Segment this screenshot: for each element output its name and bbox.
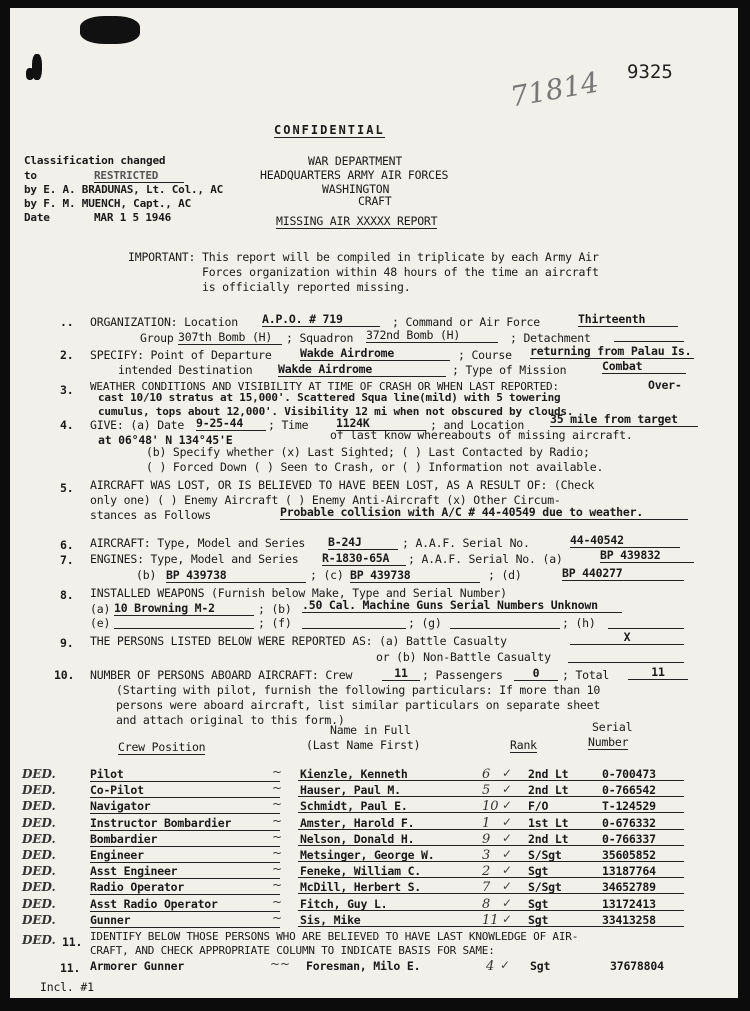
org-squadron-value: 372nd Bomb (H) xyxy=(366,328,498,343)
crew-rank: Sgt xyxy=(528,864,549,879)
check-icon: ✓ xyxy=(502,863,513,878)
sighted-options: (b) Specify whether (x) Last Sighted; ( ) Last Contacted by Radio; xyxy=(146,445,590,459)
crew-position: Co-Pilot xyxy=(90,783,280,798)
header-city: WASHINGTON xyxy=(322,182,390,196)
last-row-squiggle: ~~ xyxy=(270,957,291,971)
ded-mark: DED. xyxy=(22,799,56,814)
engine-d-value: BP 440277 xyxy=(562,566,684,581)
weapon-h-label: ; (h) xyxy=(562,616,596,630)
crew-position: Radio Operator xyxy=(90,880,280,895)
org-location-label: ORGANIZATION: Location xyxy=(90,315,238,329)
header-name-in-full: Name in Full xyxy=(330,723,411,737)
corner-number: 9325 xyxy=(627,61,673,83)
crew-name: Schmidt, Paul E. xyxy=(300,799,408,814)
section-6-num: 6. xyxy=(60,538,74,552)
header-last-name-first: (Last Name First) xyxy=(306,738,421,752)
important-line-3: is officially reported missing. xyxy=(202,280,411,294)
crew-serial: 0-766337 xyxy=(602,831,656,846)
crew-rank: F/O xyxy=(528,799,549,814)
initials-squiggle: ~ xyxy=(272,862,283,877)
crew-position: Navigator xyxy=(90,799,280,814)
classification-changed: Classification changed xyxy=(24,154,166,167)
total-label: ; Total xyxy=(562,668,610,682)
aircraft-serial-label: ; A.A.F. Serial No. xyxy=(402,536,530,550)
classification-to-value: RESTRICTED xyxy=(94,169,184,183)
crew-label: NUMBER OF PERSONS ABOARD AIRCRAFT: Crew xyxy=(90,668,353,682)
crew-rank: 1st Lt xyxy=(528,815,569,830)
crew-serial: 33413258 xyxy=(602,912,656,927)
lost-line-3: stances as Follows xyxy=(90,508,212,522)
section-8-num: 8. xyxy=(60,588,74,602)
initials-squiggle: ~ xyxy=(272,781,283,796)
battle-casualty-mark: X xyxy=(570,630,684,645)
crew-position: Pilot xyxy=(90,767,280,782)
header-number: Number xyxy=(588,735,629,749)
crew-name: Kienzle, Kenneth xyxy=(300,767,408,781)
crew-serial: 0-676332 xyxy=(602,815,656,830)
check-icon: ✓ xyxy=(502,798,513,813)
ded-mark: DED. xyxy=(22,880,56,895)
header-serial: Serial xyxy=(592,720,633,734)
section-5-num: 5. xyxy=(60,481,74,495)
crew-serial: 13172413 xyxy=(602,896,656,911)
header-craft: CRAFT xyxy=(358,194,392,208)
coordinates-value: at 06°48' N 134°45'E xyxy=(98,433,233,447)
crew-serial: 0-700473 xyxy=(602,767,656,781)
check-icon: ✓ xyxy=(502,911,513,926)
org-command-label: ; Command or Air Force xyxy=(392,315,540,329)
crew-value: 11 xyxy=(382,666,420,681)
crew-hnum: 2 xyxy=(482,864,491,880)
section-3-num: 3. xyxy=(60,383,74,397)
ded-mark: DED. xyxy=(22,783,56,798)
crew-position: Bombardier xyxy=(90,832,280,847)
ded-mark: DED. xyxy=(22,815,56,830)
destination-label: intended Destination xyxy=(118,363,253,377)
crew-serial: 13187764 xyxy=(602,864,656,879)
initials-squiggle: ~ xyxy=(272,765,283,779)
total-value: 11 xyxy=(628,665,688,680)
check-icon: ✓ xyxy=(502,782,513,797)
initials-squiggle: ~ xyxy=(272,829,283,844)
important-label: IMPORTANT: xyxy=(128,250,196,264)
aircraft-type-value: B-24J xyxy=(328,535,398,550)
instructions-line-1: (Starting with pilot, furnish the following particulars: If more than 10 xyxy=(116,683,601,697)
confidential-stamp: CONFIDENTIAL xyxy=(274,123,385,137)
lost-line-2: only one) ( ) Enemy Aircraft ( ) Enemy Anti-Aircraft (x) Other Circum- xyxy=(90,493,561,507)
section-7-num: 7. xyxy=(60,553,74,567)
scan-blot xyxy=(26,68,34,80)
last-row-hnum: 4 xyxy=(486,959,495,974)
ded-mark: DED. xyxy=(22,831,56,846)
crew-serial: T-124529 xyxy=(602,799,656,814)
section-11-num: 11. xyxy=(62,935,83,949)
classification-date-label: Date xyxy=(24,211,50,224)
crew-name: Feneke, William C. xyxy=(300,864,422,879)
important-line-1: This report will be compiled in triplicate by each Army Air xyxy=(202,250,599,264)
identify-line-1: IDENTIFY BELOW THOSE PERSONS WHO ARE BELIEVED TO HAVE LAST KNOWLEDGE OF AIR- xyxy=(90,930,579,943)
initials-squiggle: ~ xyxy=(272,878,283,893)
crew-position: Asst Engineer xyxy=(90,864,280,879)
section-10-num: 10. xyxy=(54,668,75,682)
lost-line-1: AIRCRAFT WAS LOST, OR IS BELIEVED TO HAVE BEEN LOST, AS A RESULT OF: (Check xyxy=(90,478,595,492)
last-row-rank: Sgt xyxy=(530,959,551,973)
weapon-a-value: 10 Browning M-2 xyxy=(114,601,254,616)
engine-d-label: ; (d) xyxy=(488,568,522,582)
last-row-name: Foresman, Milo E. xyxy=(306,959,421,973)
crew-position: Gunner xyxy=(90,913,280,928)
initials-squiggle: ~ xyxy=(272,846,283,860)
engine-c-value: BP 439738 xyxy=(350,568,480,583)
aircraft-serial-value: 44-40542 xyxy=(570,533,680,548)
crew-serial: 35605852 xyxy=(602,848,656,862)
section-1-num: .. xyxy=(60,315,74,329)
classification-by-2: by F. M. MUENCH, Capt., AC xyxy=(24,197,191,210)
engines-serial-label: ; A.A.F. Serial No. (a) xyxy=(408,552,563,566)
scan-blot xyxy=(80,16,140,44)
engine-b-value: BP 439738 xyxy=(166,568,306,583)
weapon-b-label: ; (b) xyxy=(258,602,292,616)
aircraft-type-label: AIRCRAFT: Type, Model and Series xyxy=(90,536,306,550)
org-group-value: 307th Bomb (H) xyxy=(178,330,282,345)
weapon-g-label: ; (g) xyxy=(408,616,442,630)
check-icon: ✓ xyxy=(502,879,513,894)
classification-to-label: to xyxy=(24,169,37,182)
passengers-value: 0 xyxy=(514,666,558,681)
section-2-num: 2. xyxy=(60,348,74,362)
org-squadron-label: ; Squadron xyxy=(286,331,354,345)
crew-hnum: 10 xyxy=(482,799,499,815)
engine-a-value: BP 439832 xyxy=(600,548,694,563)
org-command-value: Thirteenth xyxy=(578,312,678,327)
ded-mark: DED. xyxy=(22,848,56,862)
engine-b-label: (b) xyxy=(136,568,157,582)
crew-name: Nelson, Donald H. xyxy=(300,831,415,846)
weapon-b-value: .50 Cal. Machine Guns Serial Numbers Unknown xyxy=(302,598,622,613)
last-row-num: 11. xyxy=(60,961,81,975)
weather-value-1: Over- xyxy=(648,378,682,392)
s11-ded-mark: DED. xyxy=(22,933,56,947)
crew-name: McDill, Herbert S. xyxy=(300,880,422,895)
check-icon: ✓ xyxy=(502,830,513,845)
whereabouts-label: of last know whereabouts of missing aircraft. xyxy=(330,428,633,442)
weather-label: WEATHER CONDITIONS AND VISIBILITY AT TIME OF CRASH OR WHEN LAST REPORTED: xyxy=(90,380,559,393)
crew-name: Hauser, Paul M. xyxy=(300,783,401,798)
handwritten-ref: 71814 xyxy=(507,65,602,114)
engines-type-label: ENGINES: Type, Model and Series xyxy=(90,552,299,566)
section-4-num: 4. xyxy=(60,418,74,432)
engine-c-label: ; (c) xyxy=(310,568,344,582)
ded-mark: DED. xyxy=(22,896,56,911)
date-value: 9-25-44 xyxy=(196,416,266,431)
header-rank: Rank xyxy=(510,738,537,752)
time-label: ; Time xyxy=(268,418,309,432)
weather-value-2: cast 10/10 stratus at 15,000'. Scattered Squa line(mild) with 5 towering xyxy=(98,391,561,404)
lost-circumstances: Probable collision with A/C # 44-40549 due to weather. xyxy=(280,505,688,520)
crew-hnum: 11 xyxy=(482,912,499,928)
crew-hnum: 7 xyxy=(482,880,491,896)
instructions-line-3: and attach original to this form.) xyxy=(116,713,345,727)
identify-line-2: CRAFT, AND CHECK APPROPRIATE COLUMN TO INDICATE BASIS FOR SAME: xyxy=(90,944,495,957)
check-icon: ✓ xyxy=(502,814,513,829)
initials-squiggle: ~ xyxy=(272,910,283,925)
mission-label: ; Type of Mission xyxy=(452,363,567,377)
weapon-f-label: ; (f) xyxy=(258,616,292,630)
departure-value: Wakde Airdrome xyxy=(300,346,450,361)
course-label: ; Course xyxy=(458,348,512,362)
crew-hnum: 8 xyxy=(482,896,491,912)
crew-name: Metsinger, George W. xyxy=(300,848,435,862)
crew-rank: 2nd Lt xyxy=(528,783,569,798)
crew-hnum: 1 xyxy=(482,815,491,831)
important-line-2: Forces organization within 48 hours of the time an aircraft xyxy=(202,265,599,279)
location-value: 35 mile from target xyxy=(550,412,698,427)
crew-name: Sis, Mike xyxy=(300,912,361,927)
crew-hnum: 5 xyxy=(482,783,491,799)
crew-hnum: 9 xyxy=(482,831,491,847)
crew-rank: 2nd Lt xyxy=(528,831,569,846)
engines-type-value: R-1830-65A xyxy=(322,551,406,566)
crew-rank: S/Sgt xyxy=(528,848,562,862)
crew-serial: 0-766542 xyxy=(602,783,656,798)
org-location-value: A.P.O. # 719 xyxy=(262,312,380,327)
instructions-line-2: persons were aboard aircraft, list similar particulars on separate sheet xyxy=(116,698,601,712)
non-battle-label: or (b) Non-Battle Casualty xyxy=(376,650,551,664)
crew-position: Instructor Bombardier xyxy=(90,816,280,831)
classification-date-value: MAR 1 5 1946 xyxy=(94,211,172,224)
ded-mark: DED. xyxy=(22,864,56,879)
forced-down-options: ( ) Forced Down ( ) Seen to Crash, or ( ) Information not available. xyxy=(146,460,604,474)
header-crew-position: Crew Position xyxy=(118,740,206,754)
last-row-check-icon: ✓ xyxy=(500,958,511,972)
crew-hnum: 3 xyxy=(482,848,491,863)
crew-name: Fitch, Guy L. xyxy=(300,896,388,911)
last-row-position: Armorer Gunner xyxy=(90,959,185,973)
crew-position: Engineer xyxy=(90,848,280,863)
crew-serial: 34652789 xyxy=(602,880,656,895)
header-hq: HEADQUARTERS ARMY AIR FORCES xyxy=(260,168,449,182)
check-icon: ✓ xyxy=(502,847,513,861)
crew-position: Asst Radio Operator xyxy=(90,897,280,912)
initials-squiggle: ~ xyxy=(272,797,283,812)
document-page xyxy=(10,8,738,998)
time-value: 1124K xyxy=(336,416,426,431)
weapon-a-label: (a) xyxy=(90,602,111,616)
date-label: GIVE: (a) Date xyxy=(90,418,185,432)
section-9-num: 9. xyxy=(60,636,74,650)
casualty-label: THE PERSONS LISTED BELOW WERE REPORTED AS: (a) Battle Casualty xyxy=(90,634,507,648)
org-group-label: Group xyxy=(140,331,174,345)
weather-value-3: cumulus, tops about 12,000'. Visibility 12 mi when not obscured by clouds. xyxy=(98,405,574,418)
crew-hnum: 6 xyxy=(482,767,491,782)
weapon-e-label: (e) xyxy=(90,616,111,630)
ded-mark: DED. xyxy=(22,912,56,927)
location-label: ; and Location xyxy=(430,418,525,432)
header-dept: WAR DEPARTMENT xyxy=(308,154,403,168)
ded-mark: DED. xyxy=(22,767,56,781)
classification-by-1: by E. A. BRADUNAS, Lt. Col., AC xyxy=(24,183,224,196)
org-detachment-label: ; Detachment xyxy=(510,331,591,345)
course-value: returning from Palau Is. xyxy=(530,344,694,359)
crew-rank: S/Sgt xyxy=(528,880,562,895)
mission-value: Combat xyxy=(602,359,686,374)
departure-label: SPECIFY: Point of Departure xyxy=(90,348,272,362)
passengers-label: ; Passengers xyxy=(422,668,503,682)
crew-rank: 2nd Lt xyxy=(528,767,569,781)
crew-rank: Sgt xyxy=(528,912,549,927)
crew-name: Amster, Harold F. xyxy=(300,815,415,830)
footer-incl: Incl. #1 xyxy=(40,980,94,994)
destination-value: Wakde Airdrome xyxy=(278,362,446,377)
check-icon: ✓ xyxy=(502,895,513,910)
initials-squiggle: ~ xyxy=(272,813,283,828)
report-title: MISSING AIR XXXXX REPORT xyxy=(276,214,438,228)
weapons-label: INSTALLED WEAPONS (Furnish below Make, Type and Serial Number) xyxy=(90,586,507,600)
initials-squiggle: ~ xyxy=(272,894,283,909)
crew-rank: Sgt xyxy=(528,896,549,911)
last-row-serial: 37678804 xyxy=(610,959,664,973)
check-icon: ✓ xyxy=(502,766,513,780)
